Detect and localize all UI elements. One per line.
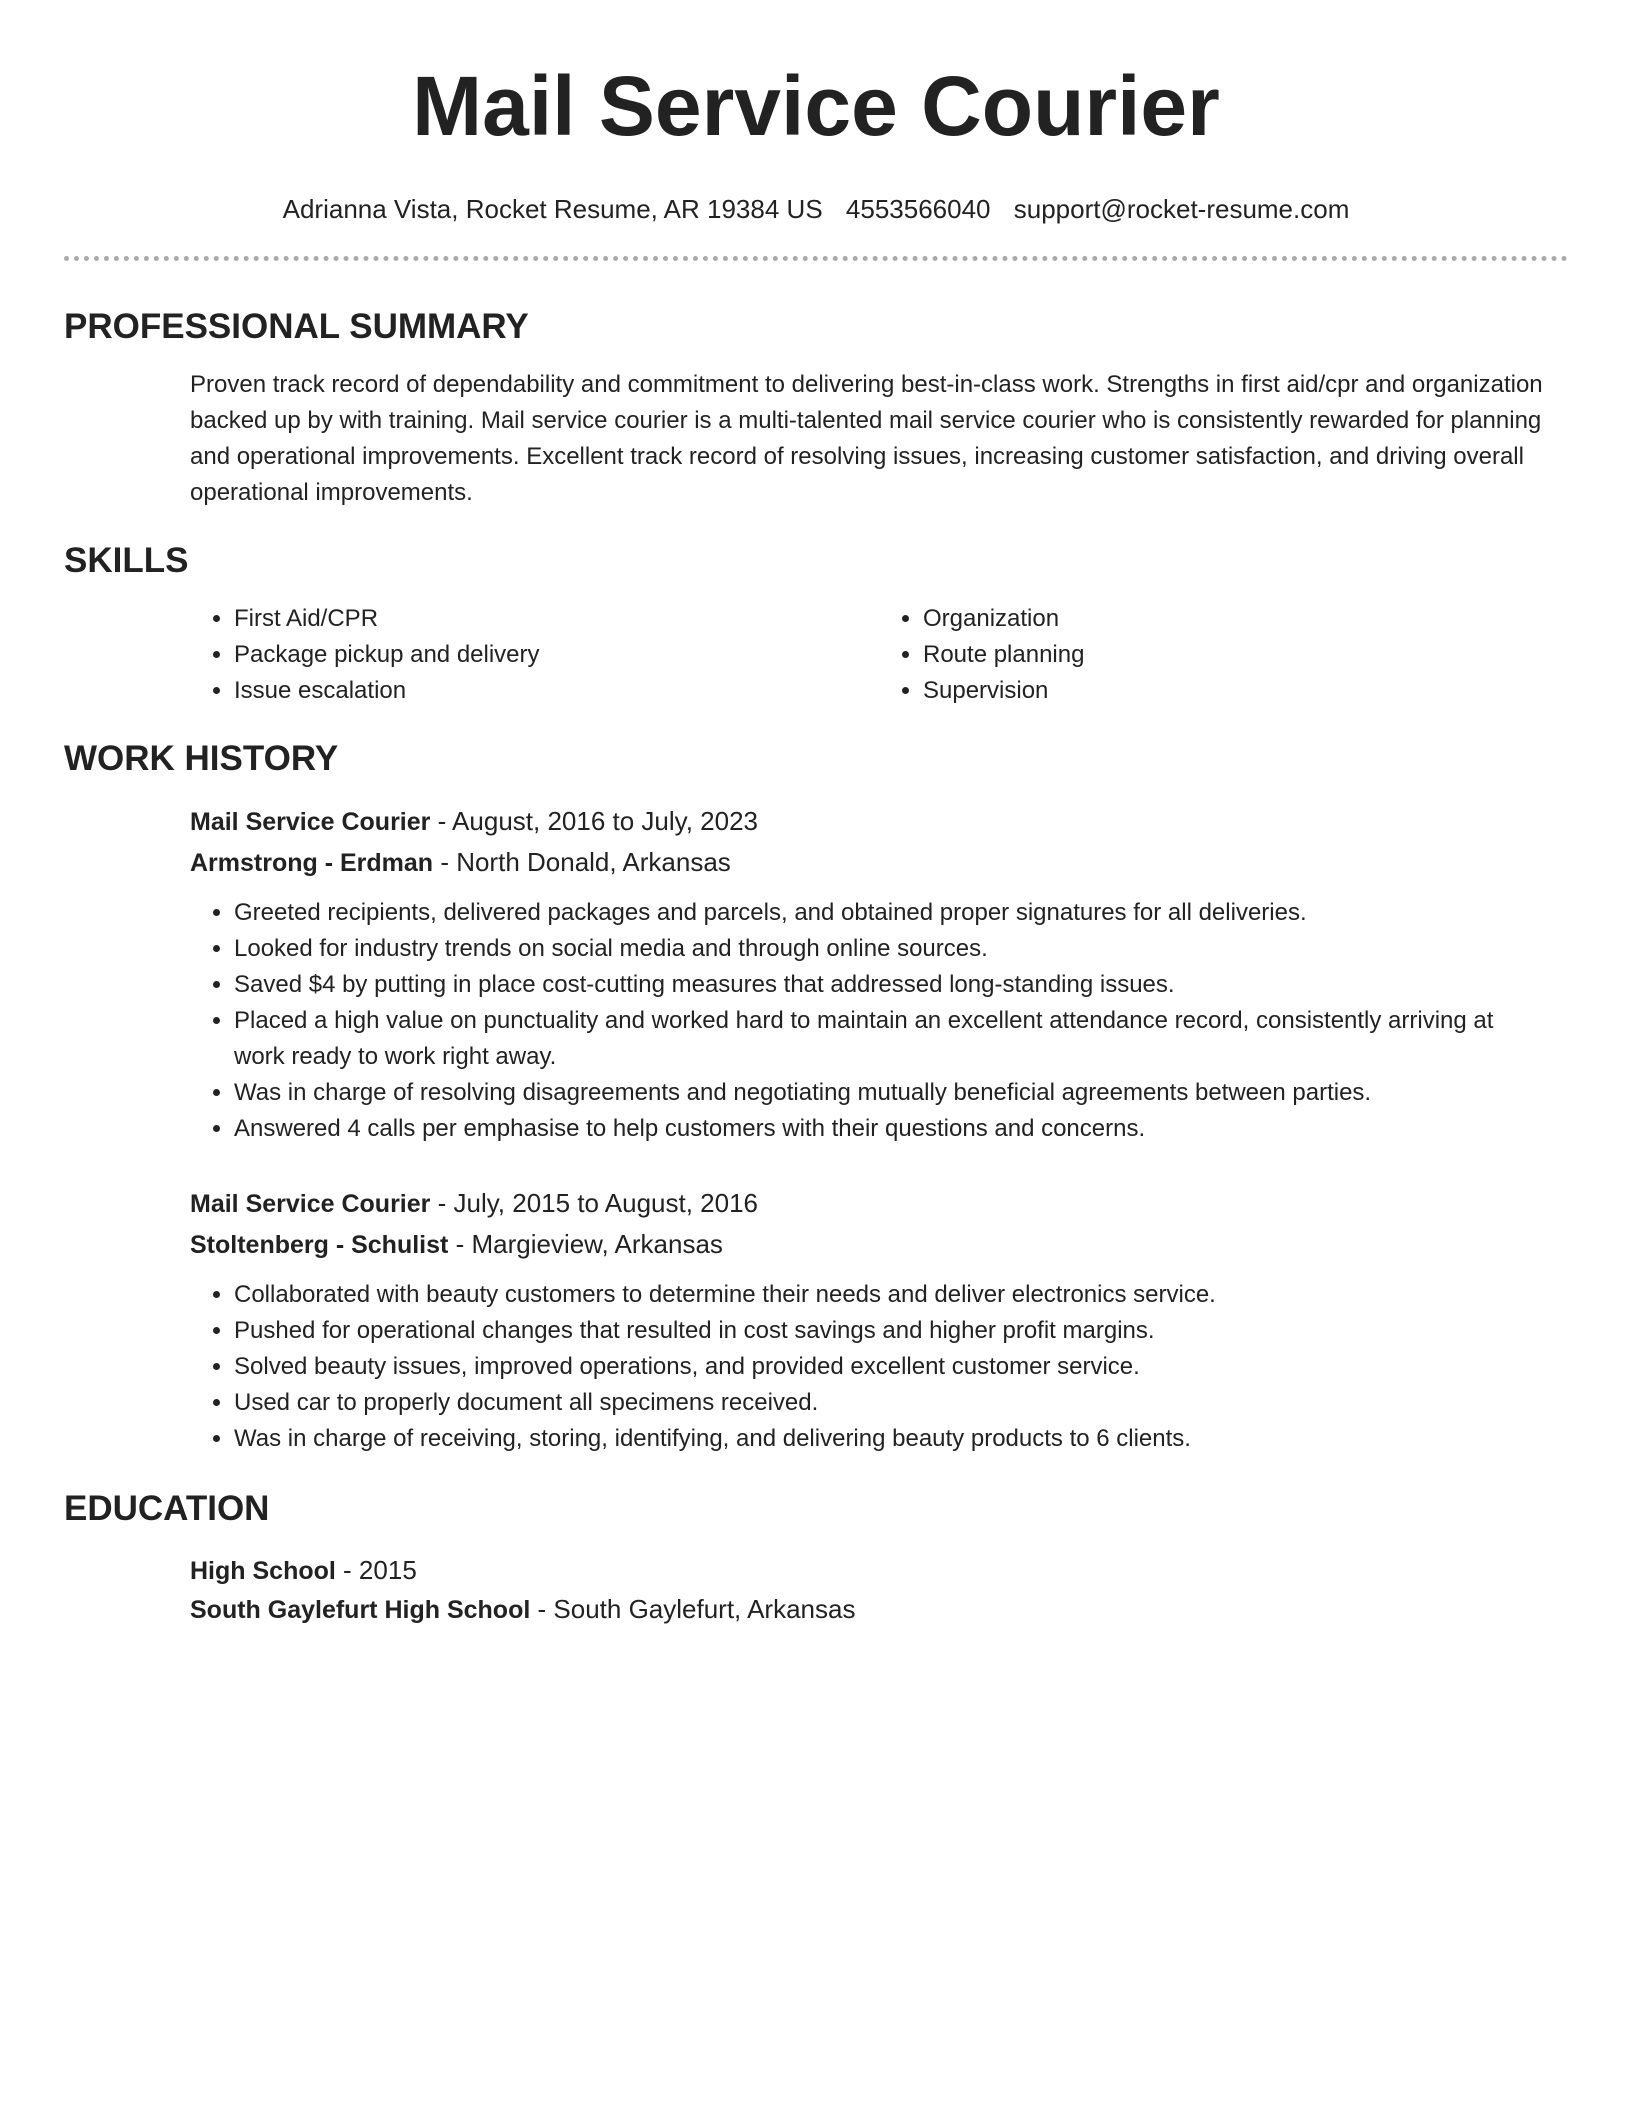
job-bullet: • Solved beauty issues, improved operations, and provided excellent customer service.: [234, 1349, 1568, 1385]
job-company-line: [190, 842, 1568, 883]
job-company-line: [190, 1224, 1568, 1265]
job-bullet: • Was in charge of receiving, storing, identifying, and delivering beauty products to 6 clients.: [234, 1421, 1568, 1457]
skill-item: • Package pickup and delivery: [234, 637, 879, 673]
job-bullet: • Saved $4 by putting in place cost-cutting measures that addressed long-standing issues.: [234, 967, 1568, 1003]
job-bullet: • Collaborated with beauty customers to determine their needs and deliver electronics service.: [234, 1277, 1568, 1313]
education-location: - South Gaylefurt, Arkansas: [530, 1594, 856, 1624]
job-bullet: • Used car to properly document all specimens received.: [234, 1385, 1568, 1421]
job-bullet: • Placed a high value on punctuality and worked hard to maintain an excellent attendance record, consistently arriving at work ready to work right away.: [234, 1003, 1568, 1075]
education-school-line: [190, 1590, 1568, 1629]
skill-item: • Issue escalation: [234, 673, 879, 709]
skills-column-right: [879, 601, 1568, 709]
contact-phone: 4553566040: [845, 194, 991, 224]
job-title-line: [190, 1183, 1568, 1224]
skill-item: • Supervision: [923, 673, 1568, 709]
resume-page: [64, 0, 1568, 1629]
job-dates: - August, 2016 to July, 2023: [430, 806, 759, 836]
job-entry: [190, 801, 1568, 1147]
job-location: - Margieview, Arkansas: [448, 1229, 723, 1259]
skills-heading: SKILLS: [64, 541, 189, 580]
contact-address: Adrianna Vista, Rocket Resume, AR 19384 US: [282, 194, 823, 224]
resume-name: Mail Service Courier: [412, 59, 1220, 153]
education-entry: [190, 1551, 1568, 1629]
job-bullets: [190, 895, 1568, 1147]
job-bullet: • Answered 4 calls per emphasise to help customers with their questions and concerns.: [234, 1111, 1568, 1147]
header-divider: [64, 256, 1568, 261]
education-school: South Gaylefurt High School: [190, 1596, 531, 1624]
skill-item: • First Aid/CPR: [234, 601, 879, 637]
job-role: Mail Service Courier: [190, 1190, 431, 1218]
skill-item: • Route planning: [923, 637, 1568, 673]
summary-text: Proven track record of dependability and commitment to delivering best-in-class work. Strengths in first aid/cpr and organization backed up by with training. Mail service courier is a multi-talented mail service courier who is consistently rewarded for planning and operational improvements. Excellent track record of resolving issues, increasing customer satisfaction, and driving overall operational improvements.: [190, 371, 1543, 506]
contact-email: support@rocket-resume.com: [1013, 194, 1350, 224]
education-degree: High School: [190, 1557, 336, 1585]
job-company: Armstrong - Erdman: [190, 849, 434, 877]
education-heading: EDUCATION: [64, 1489, 270, 1528]
job-company: Stoltenberg - Schulist: [190, 1231, 449, 1259]
job-entry: [190, 1183, 1568, 1457]
contact-line: [64, 192, 1568, 226]
skills-column-left: [190, 601, 879, 709]
job-bullet: • Pushed for operational changes that resulted in cost savings and higher profit margins.: [234, 1313, 1568, 1349]
job-location: - North Donald, Arkansas: [433, 847, 731, 877]
job-role: Mail Service Courier: [190, 808, 431, 836]
skill-item: • Organization: [923, 601, 1568, 637]
education-degree-line: [190, 1551, 1568, 1590]
job-dates: - July, 2015 to August, 2016: [430, 1188, 759, 1218]
job-bullet: • Greeted recipients, delivered packages and parcels, and obtained proper signatures for all deliveries.: [234, 895, 1568, 931]
job-bullet: • Was in charge of resolving disagreements and negotiating mutually beneficial agreements between parties.: [234, 1075, 1568, 1111]
education-year: - 2015: [335, 1555, 417, 1585]
work-history-heading: WORK HISTORY: [64, 739, 339, 778]
summary-heading: PROFESSIONAL SUMMARY: [64, 307, 529, 346]
job-bullet: • Looked for industry trends on social media and through online sources.: [234, 931, 1568, 967]
skills-list: [190, 601, 1568, 709]
job-title-line: [190, 801, 1568, 842]
job-bullets: [190, 1277, 1568, 1457]
